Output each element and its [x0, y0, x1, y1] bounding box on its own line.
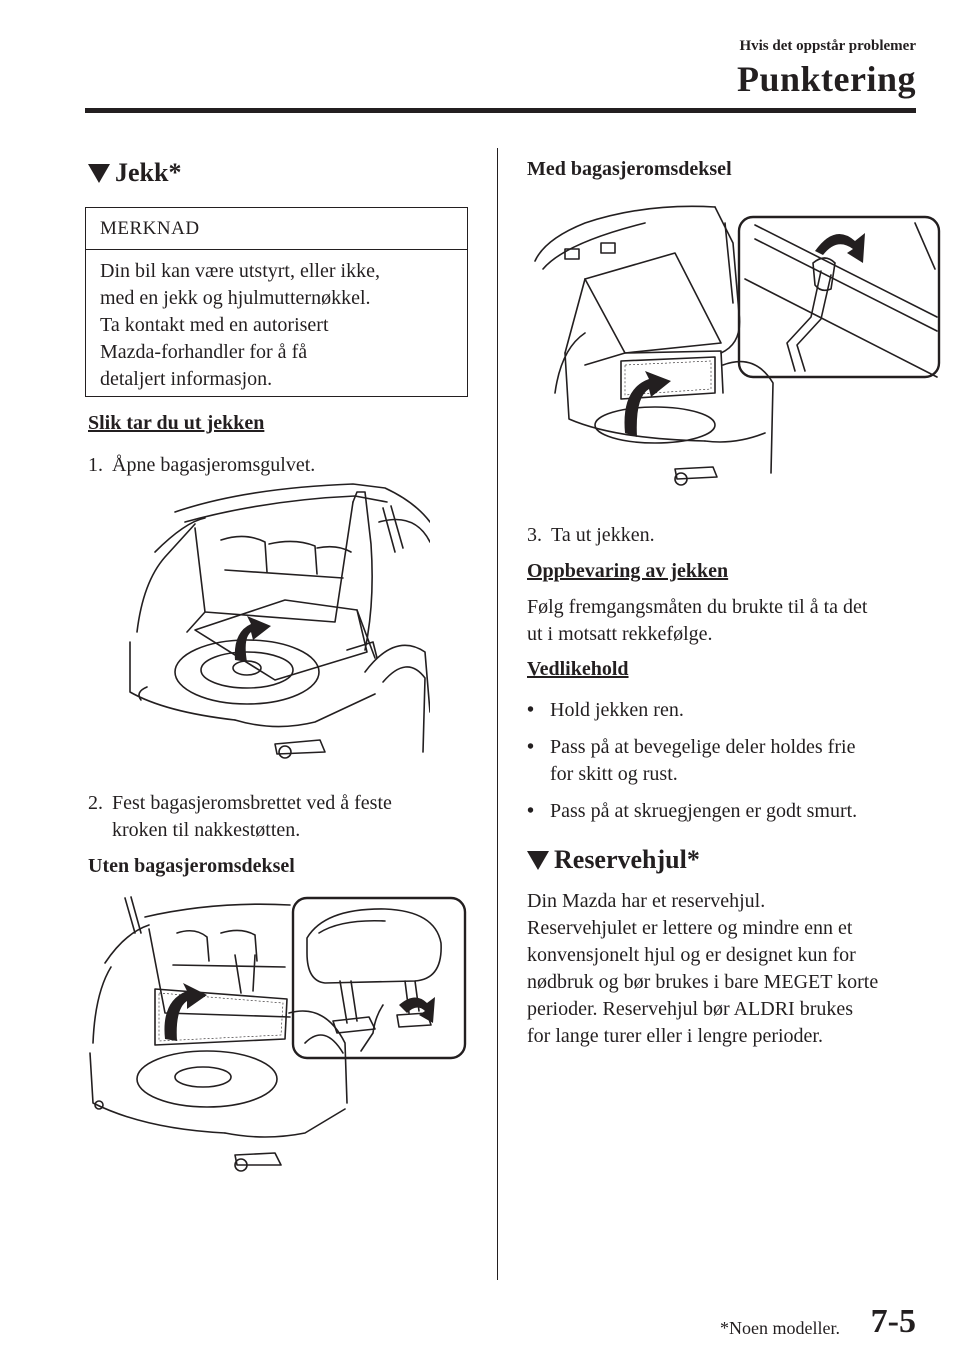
- footnote: *Noen modeller.: [720, 1318, 840, 1338]
- maintenance-list: [527, 697, 927, 825]
- note-box: [85, 207, 468, 397]
- bullet-icon: •: [527, 699, 535, 721]
- spare-line: for lange turer eller i lengre perioder.: [527, 1025, 823, 1047]
- without-cover-illustration: [85, 893, 470, 1178]
- note-title: MERKNAD: [86, 208, 467, 250]
- header-rule: [85, 108, 916, 113]
- step-number: 3.: [527, 524, 542, 546]
- list-item: [527, 697, 927, 724]
- spare-text: [527, 888, 878, 1050]
- step-2: [88, 790, 392, 844]
- list-item-text: Pass på at skruegjengen er godt smurt.: [550, 800, 858, 822]
- step-text-line: kroken til nakkestøtten.: [112, 819, 301, 841]
- storage-line: ut i motsatt rekkefølge.: [527, 623, 713, 645]
- step-number: 1.: [88, 454, 103, 476]
- trunk-floor-open-illustration: [125, 482, 430, 764]
- page-number: 7-5: [870, 1303, 916, 1340]
- with-cover-heading: Med bagasjeromsdeksel: [527, 158, 732, 180]
- note-line: Ta kontakt med en autorisert: [100, 314, 329, 336]
- without-cover-heading: Uten bagasjeromsdeksel: [88, 855, 295, 877]
- note-body: [86, 250, 467, 393]
- list-item-line: for skitt og rust.: [550, 763, 678, 785]
- column-divider: [497, 148, 498, 1280]
- running-header-section: Hvis det oppstår problemer: [739, 38, 916, 54]
- list-item-text: Hold jekken ren.: [550, 699, 684, 721]
- spare-line: konvensjonelt hjul og er designet kun for: [527, 944, 856, 966]
- spare-line: perioder. Reservehjul bør ALDRI brukes: [527, 998, 854, 1020]
- step-3: [527, 522, 655, 549]
- storage-heading: Oppbevaring av jekken: [527, 560, 729, 582]
- jekk-heading: [88, 158, 181, 188]
- step-text-line: Fest bagasjeromsbrettet ved å feste: [112, 792, 392, 814]
- maintenance-heading: Vedlikehold: [527, 658, 629, 680]
- page-title: Punktering: [736, 59, 916, 99]
- jekk-heading-text: Jekk*: [115, 158, 182, 187]
- list-item-text: [550, 734, 855, 788]
- spare-line: Reservehjulet er lettere og mindre enn et: [527, 917, 853, 939]
- storage-text: [527, 594, 867, 648]
- spare-heading-text: Reservehjul*: [554, 845, 700, 874]
- spare-line: nødbruk og bør brukes i bare MEGET korte: [527, 971, 879, 993]
- spare-line: Din Mazda har et reservehjul.: [527, 890, 766, 912]
- note-line: detaljert informasjon.: [100, 368, 273, 390]
- section-triangle-icon: [527, 851, 549, 870]
- bullet-icon: •: [527, 736, 535, 758]
- spare-heading: [527, 845, 700, 875]
- note-line: Din bil kan være utstyrt, eller ikke,: [100, 260, 380, 282]
- step-number: 2.: [88, 792, 103, 814]
- note-line: Mazda-forhandler for å få: [100, 341, 308, 363]
- list-item: [527, 734, 927, 788]
- step-1: [88, 452, 315, 479]
- note-line: med en jekk og hjulmutternøkkel.: [100, 287, 371, 309]
- step-text: Ta ut jekken.: [551, 524, 655, 546]
- list-item: [527, 798, 927, 825]
- storage-line: Følg fremgangsmåten du brukte til å ta det: [527, 596, 868, 618]
- step-text: Åpne bagasjeromsgulvet.: [112, 454, 316, 476]
- list-item-line: Pass på at bevegelige deler holdes frie: [550, 736, 856, 758]
- bullet-icon: •: [527, 800, 535, 822]
- removal-heading: Slik tar du ut jekken: [88, 412, 265, 434]
- with-cover-illustration: [525, 193, 945, 493]
- section-triangle-icon: [88, 164, 110, 183]
